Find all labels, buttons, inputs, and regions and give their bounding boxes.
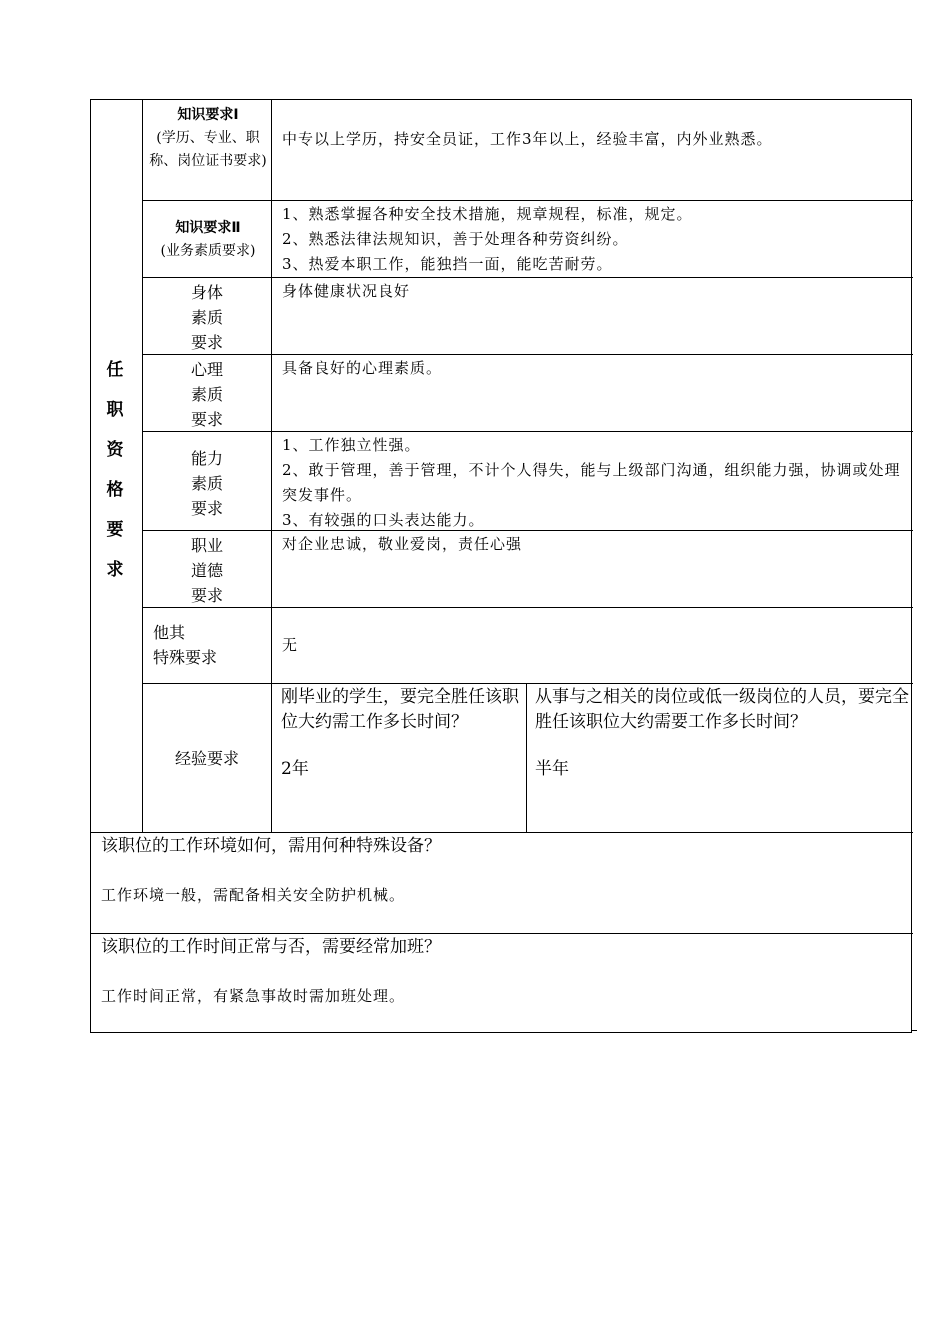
special-label-line: 他其 [153, 623, 186, 642]
graduate-experience [281, 685, 521, 782]
special-label [153, 620, 263, 670]
table-edge-mark [911, 1030, 917, 1031]
psychological-label-line: 心理 [190, 360, 223, 379]
graduate-answer: 2年 [281, 759, 309, 779]
knowledge-2-content [282, 202, 907, 277]
ethics-label [143, 533, 271, 608]
work-time-answer: 工作时间正常，有紧急事故时需加班处理。 [101, 987, 406, 1005]
knowledge-1-subtitle: (学历、专业、职称、岗位证书要求) [149, 130, 267, 169]
physical-label-line: 身体 [190, 283, 223, 302]
ethics-label-line: 道德 [190, 561, 223, 580]
ability-line: 3、有较强的口头表达能力。 [282, 511, 485, 529]
work-time-question: 该职位的工作时间正常与否，需要经常加班？ [101, 937, 441, 957]
section-title-char: 要 [106, 520, 124, 540]
physical-label [143, 280, 271, 355]
knowledge-2-subtitle: (业务素质要求) [160, 243, 256, 259]
physical-content [282, 279, 902, 304]
knowledge-2-title: 知识要求Ⅱ [175, 220, 241, 236]
experience-label [143, 746, 271, 771]
job-requirements-table [90, 99, 912, 1033]
knowledge-2-line: 2、熟悉法律法规知识，善于处理各种劳资纠纷。 [282, 230, 629, 248]
physical-text: 身体健康状况良好 [282, 282, 411, 300]
ethics-content [282, 532, 902, 557]
section-title-char: 求 [106, 560, 124, 580]
related-experience [535, 685, 913, 782]
related-question: 从事与之相关的岗位或低一级岗位的人员，要完全胜任该职位大约需要工作多长时间？ [535, 687, 909, 732]
psychological-text: 具备良好的心理素质。 [282, 359, 443, 377]
environment-question: 该职位的工作环境如何，需用何种特殊设备？ [101, 836, 441, 856]
section-title-char: 资 [106, 440, 124, 460]
psychological-label [143, 357, 271, 432]
environment-section [101, 834, 901, 908]
ability-line: 1、工作独立性强。 [282, 436, 421, 454]
work-time-section [101, 935, 901, 1009]
physical-label-line: 素质 [190, 308, 223, 327]
knowledge-2-label [147, 217, 269, 263]
special-content [282, 633, 902, 658]
section-title-char: 任 [106, 360, 124, 380]
section-title-char: 职 [106, 400, 124, 420]
ability-label-line: 能力 [190, 449, 223, 468]
psychological-label-line: 要求 [190, 410, 223, 429]
physical-label-line: 要求 [190, 333, 223, 352]
special-text: 无 [282, 636, 299, 654]
environment-answer: 工作环境一般，需配备相关安全防护机械。 [101, 886, 406, 904]
ethics-label-line: 职业 [190, 536, 223, 555]
ability-label-line: 要求 [190, 499, 223, 518]
graduate-question: 刚毕业的学生，要完全胜任该职位大约需工作多长时间？ [281, 687, 519, 732]
ability-content [282, 433, 908, 533]
ability-label-line: 素质 [190, 474, 223, 493]
ability-label [143, 446, 271, 521]
psychological-label-line: 素质 [190, 385, 223, 404]
ability-line: 2、敢于管理，善于管理，不计个人得失，能与上级部门沟通，组织能力强，协调或处理突发事件。 [282, 461, 901, 504]
psychological-content [282, 356, 902, 381]
knowledge-1-content [282, 127, 902, 152]
knowledge-2-line: 1、熟悉掌握各种安全技术措施，规章规程，标准，规定。 [282, 205, 693, 223]
experience-label-text: 经验要求 [174, 749, 239, 768]
knowledge-1-text: 中专以上学历，持安全员证，工作3年以上，经验丰富，内外业熟悉。 [282, 130, 773, 148]
section-title-char: 格 [106, 480, 124, 500]
ethics-label-line: 要求 [190, 586, 223, 605]
section-title [101, 350, 129, 590]
ethics-text: 对企业忠诚，敬业爱岗，责任心强 [282, 535, 523, 553]
knowledge-1-title: 知识要求Ⅰ [177, 107, 239, 123]
special-label-line: 特殊要求 [153, 648, 218, 667]
knowledge-2-line: 3、热爱本职工作，能独挡一面，能吃苦耐劳。 [282, 255, 613, 273]
related-answer: 半年 [535, 759, 569, 779]
knowledge-1-label [147, 104, 269, 173]
